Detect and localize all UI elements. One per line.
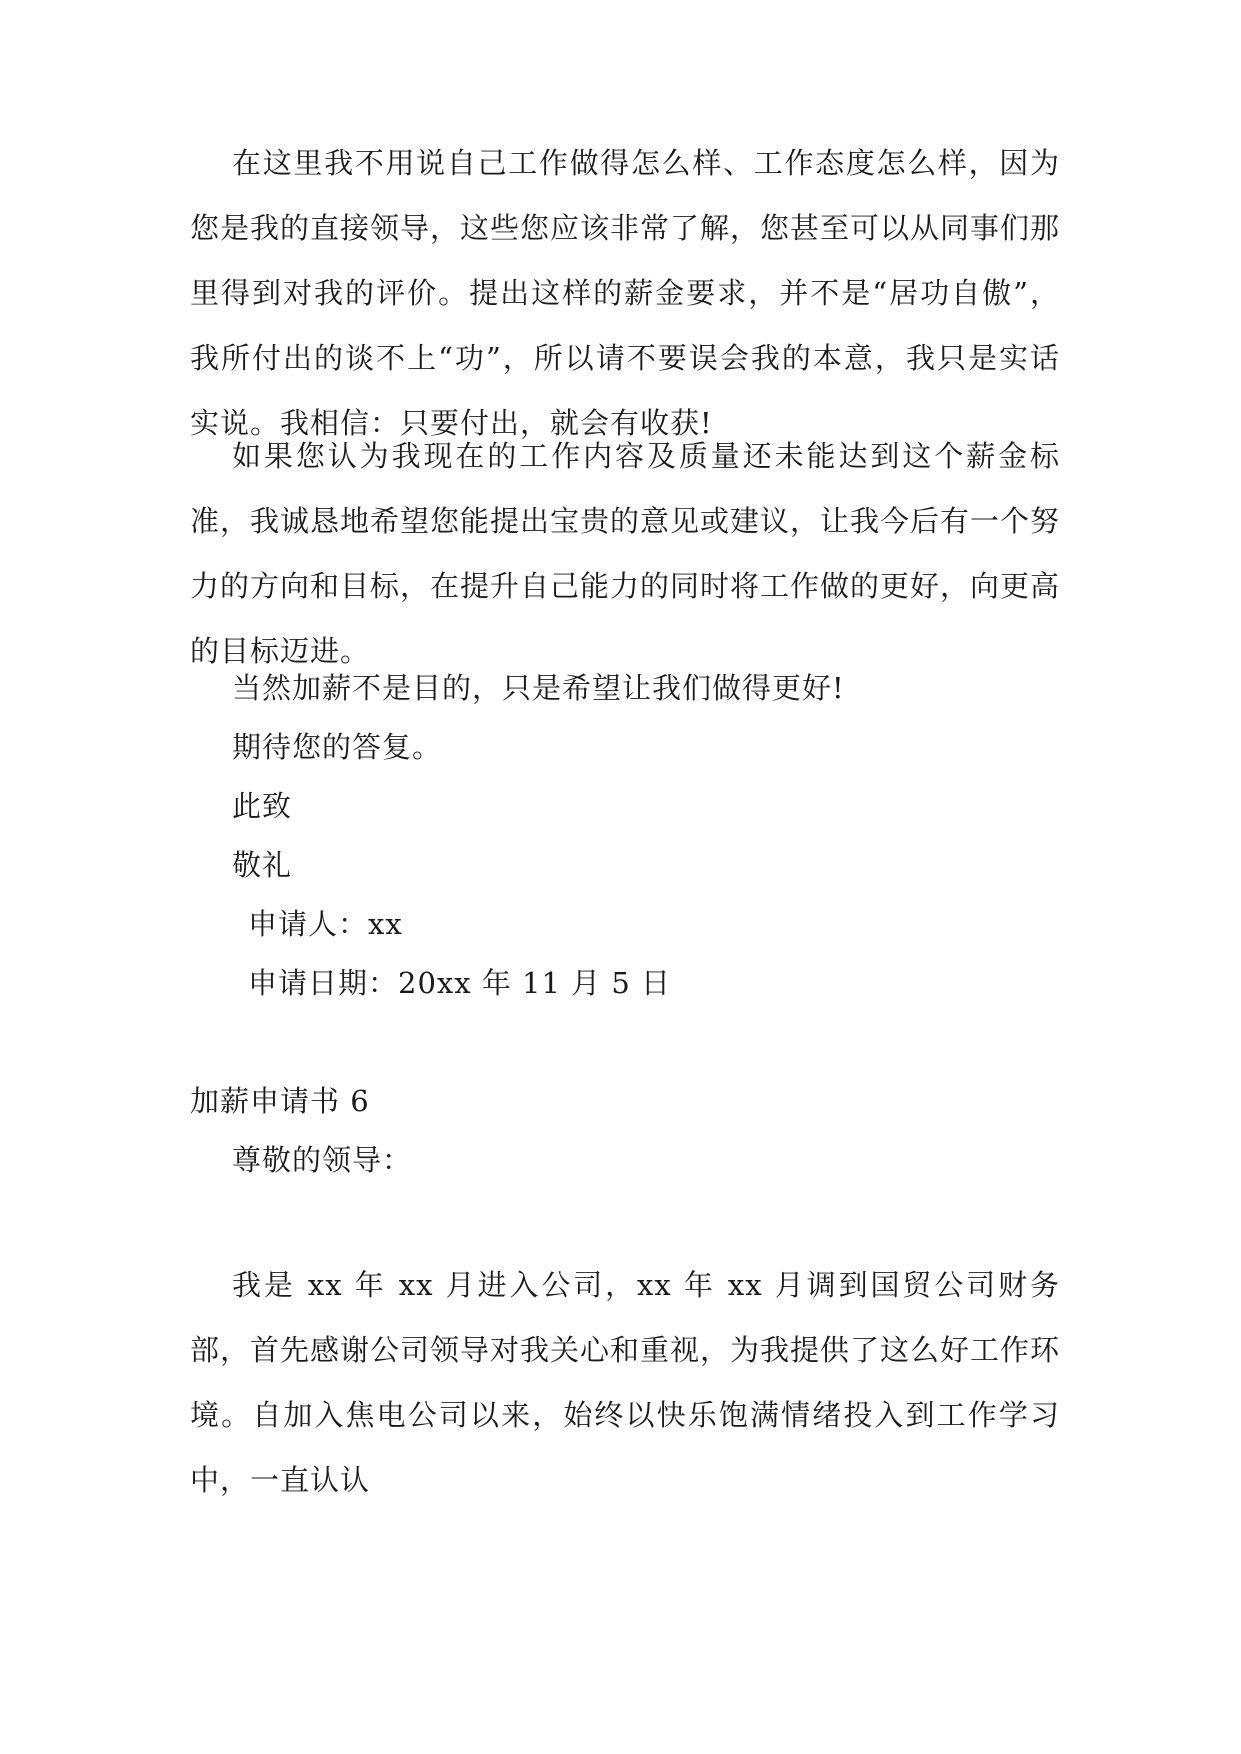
- closing-line-purpose: 当然加薪不是目的，只是希望让我们做得更好!: [232, 671, 845, 705]
- date-line: 申请日期：20xx 年 11 月 5 日: [248, 966, 672, 1000]
- paragraph-feedback-request: 如果您认为我现在的工作内容及质量还未能达到这个薪金标准，我诚恳地希望您能提出宝贵的意见或建议，让我今后有一个努力的方向和目标，在提升自己能力的同时将工作做的更好，向更高的目标迈进。: [190, 439, 1061, 668]
- paragraph-body-intro: 我是 xx 年 xx 月进入公司，xx 年 xx 月调到国贸公司财务部，首先感谢公司领导对我关心和重视，为我提供了这么好工作环境。自加入焦电公司以来，始终以快乐饱满情绪投入到工作学习中，一直认认: [190, 1268, 1061, 1497]
- closing-line-cizhi: 此致: [232, 789, 293, 823]
- closing-line-expect-reply: 期待您的答复。: [232, 730, 443, 764]
- closing-line-jingli: 敬礼: [232, 848, 293, 882]
- salutation: 尊敬的领导：: [232, 1143, 413, 1177]
- paragraph-self-evaluation: 在这里我不用说自己工作做得怎么样、工作态度怎么样，因为您是我的直接领导，这些您应该非常了解，您甚至可以从同事们那里得到对我的评价。提出这样的薪金要求，并不是“居功自傲”，我所付出的谈不上“功”，所以请不要误会我的本意，我只是实话实说。我相信：只要付出，就会有收获!: [190, 146, 1061, 440]
- section-title: 加薪申请书 6: [190, 1084, 370, 1118]
- applicant-line: 申请人：xx: [248, 907, 403, 941]
